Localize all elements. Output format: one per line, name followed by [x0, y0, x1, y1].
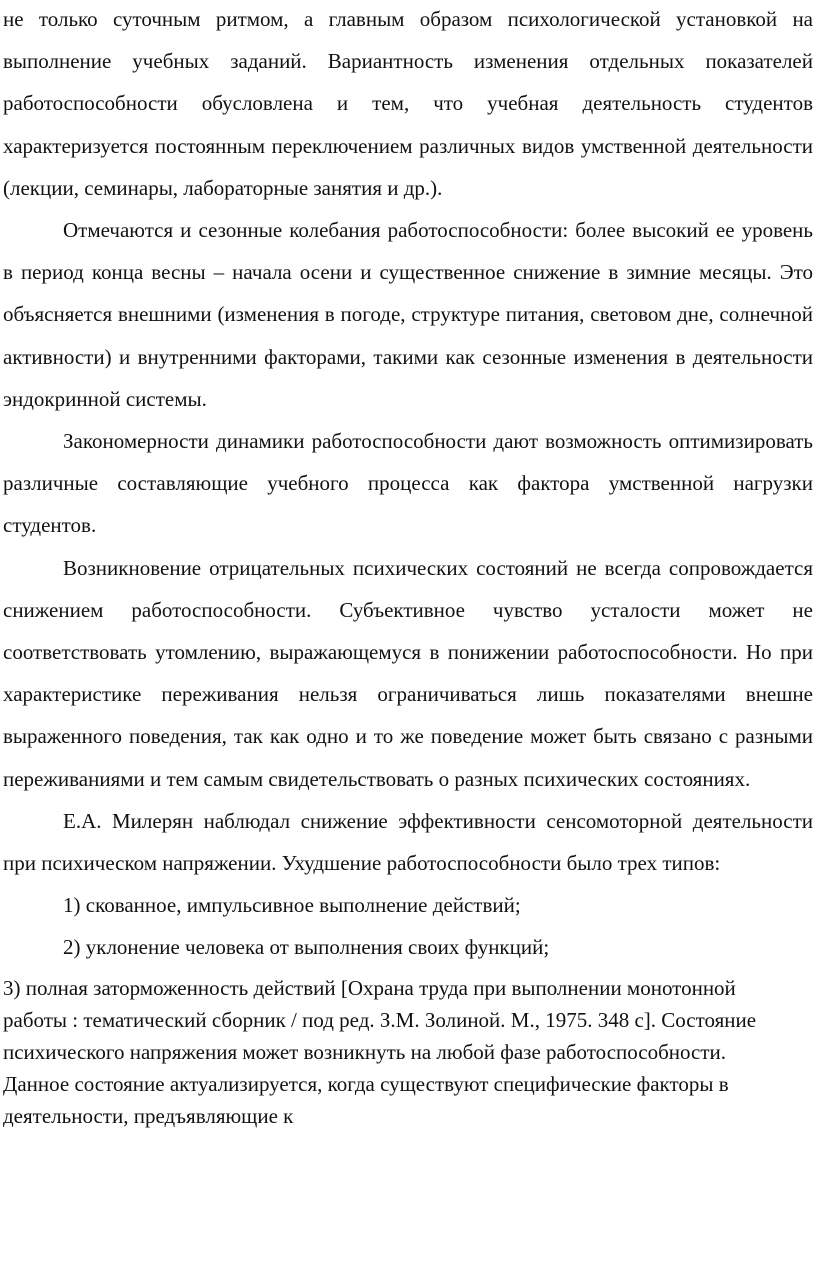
list-item-avoidance: 2) уклонение человека от выполнения своих функций; — [63, 935, 550, 960]
paragraph-negative-states: Возникновение отрицательных психических состояний не всегда сопровождается снижением работоспособности. Субъективное чувство усталости может не соответствовать утомлению, выражающемуся в понижении работоспособности. Но при характеристике переживания нельзя ограничиваться лишь показателями внешне выраженного поведения, так как одно и то же поведение может быть связано с разными переживаниями и тем самым свидетельствовать о разных психических состояниях. — [3, 555, 813, 791]
paragraph-seasonal-fluctuations: Отмечаются и сезонные колебания работоспособности: более высокий ее уровень в период конца весны – начала осени и существенное снижение в зимние месяцы. Это объясняется внешними (изменения в погоде, структуре питания, световом дне, солнечной активности) и внутренними факторами, такими как сезонные изменения в деятельности эндокринной системы. — [3, 218, 813, 411]
paragraph-inhibition-and-tension: 3) полная заторможенность действий [Охрана труда при выполнении монотонной работы : тематический сборник / под ред. З.М. Золиной. М., 1975. 348 с]. Состояние психического напряжения может возникнуть на любой фазе работоспособности. Данное состояние актуализируется, когда существуют специфические факторы в деятельности, предъявляющие к — [3, 975, 757, 1128]
paragraph-dynamics-patterns: Закономерности динамики работоспособности дают возможность оптимизировать различные составляющие учебного процесса как фактора умственной нагрузки студентов. — [3, 429, 813, 538]
paragraph-daily-rhythm: не только суточным ритмом, а главным образом психологической установкой на выполнение учебных заданий. Вариантность изменения отдельных показателей работоспособности обусловлена и тем, что учебная деятельность студентов характеризуется постоянным переключением различных видов умственной деятельности (лекции, семинары, лабораторные занятия и др.). — [3, 7, 813, 200]
paragraph-mileryan-observation: Е.А. Милерян наблюдал снижение эффективности сенсомоторной деятельности при психическом напряжении. Ухудшение работоспособности было трех типов: — [3, 808, 813, 876]
list-item-constrained-actions: 1) скованное, импульсивное выполнение действий; — [63, 893, 521, 918]
